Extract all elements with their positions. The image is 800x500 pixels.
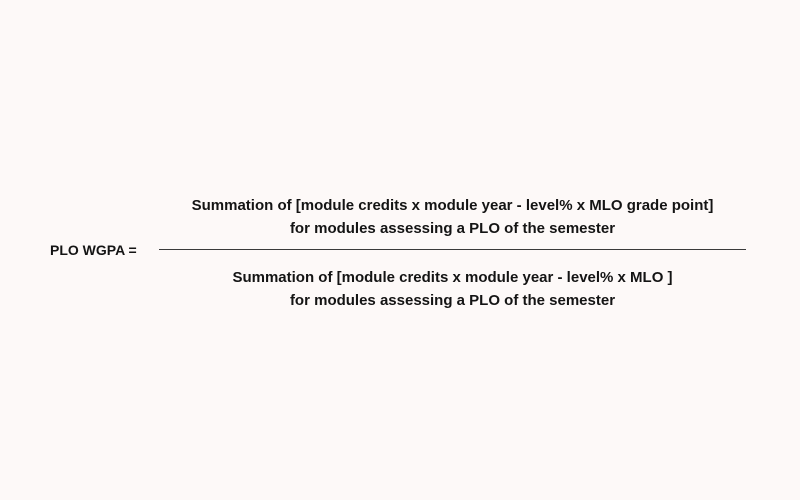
- formula-numerator: [140, 194, 765, 240]
- denominator-line-1: Summation of [module credits x module year - level% x MLO ]: [232, 269, 673, 286]
- formula-lhs: PLO WGPA =: [50, 242, 137, 258]
- numerator-line-2: for modules assessing a PLO of the semester: [289, 220, 616, 237]
- numerator-line-1: Summation of [module credits x module year - level% x MLO grade point]: [191, 197, 714, 214]
- denominator-line-2: for modules assessing a PLO of the semester: [289, 292, 616, 309]
- formula-denominator: [140, 266, 765, 312]
- fraction-bar: [159, 249, 746, 250]
